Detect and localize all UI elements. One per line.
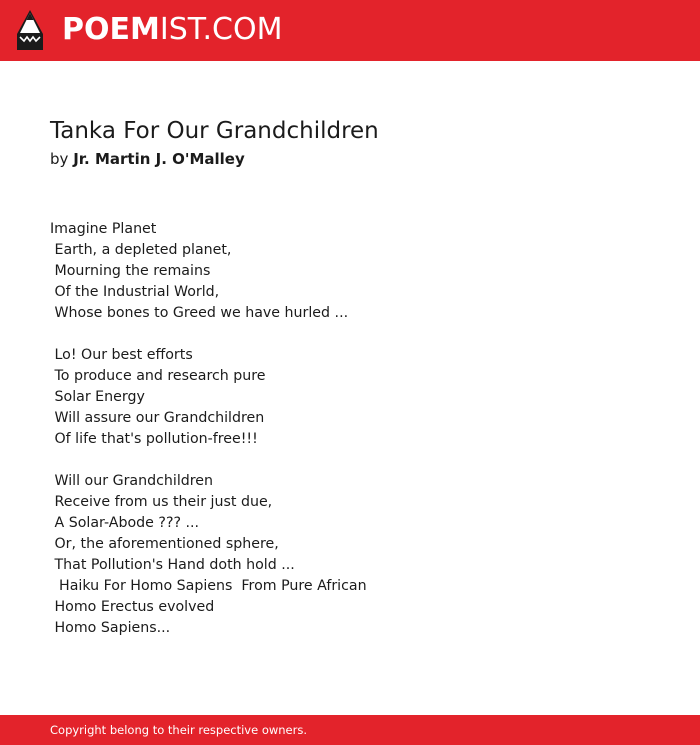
copyright-text: Copyright belong to their respective owners. — [50, 723, 308, 737]
site-footer — [0, 715, 700, 745]
poem-line: Lo! Our best efforts — [50, 347, 193, 363]
poem-line: Homo Erectus evolved — [50, 599, 215, 615]
poem-line — [50, 450, 650, 471]
poem-line — [50, 324, 650, 345]
poem-line: Mourning the remains — [50, 263, 211, 279]
poem-line: Solar Energy — [50, 389, 145, 405]
poem-body — [50, 219, 650, 639]
pencil-icon — [17, 10, 43, 50]
poem-line: Will our Grandchildren — [50, 473, 214, 489]
poem-line: To produce and research pure — [50, 368, 266, 384]
poem-byline — [50, 148, 245, 170]
poem-title: Tanka For Our Grandchildren — [50, 118, 379, 144]
poem-line: Homo Sapiens... — [50, 620, 171, 636]
by-label: by — [50, 150, 69, 168]
poem-line: Of life that's pollution-free!!! — [50, 431, 258, 447]
poem-line: Earth, a depleted planet, — [50, 242, 232, 258]
poem-line: Whose bones to Greed we have hurled ... — [50, 305, 349, 321]
site-logo-text — [62, 10, 282, 50]
poem-line: Or, the aforementioned sphere, — [50, 536, 279, 552]
poem-line: Receive from us their just due, — [50, 494, 273, 510]
site-logo-link[interactable] — [17, 10, 282, 50]
site-header — [0, 0, 700, 61]
author-link[interactable]: Jr. Martin J. O'Malley — [73, 150, 245, 168]
poem-line: Will assure our Grandchildren — [50, 410, 265, 426]
poem-line: Of the Industrial World, — [50, 284, 220, 300]
poem-line: That Pollution's Hand doth hold ... — [50, 557, 295, 573]
poem-line: Imagine Planet — [50, 221, 157, 237]
poem-line: Haiku For Homo Sapiens From Pure African — [50, 578, 367, 594]
logo-text-light: IST.COM — [159, 12, 283, 47]
logo-text-bold: POEM — [62, 12, 160, 47]
poem-line: A Solar-Abode ??? ... — [50, 515, 200, 531]
